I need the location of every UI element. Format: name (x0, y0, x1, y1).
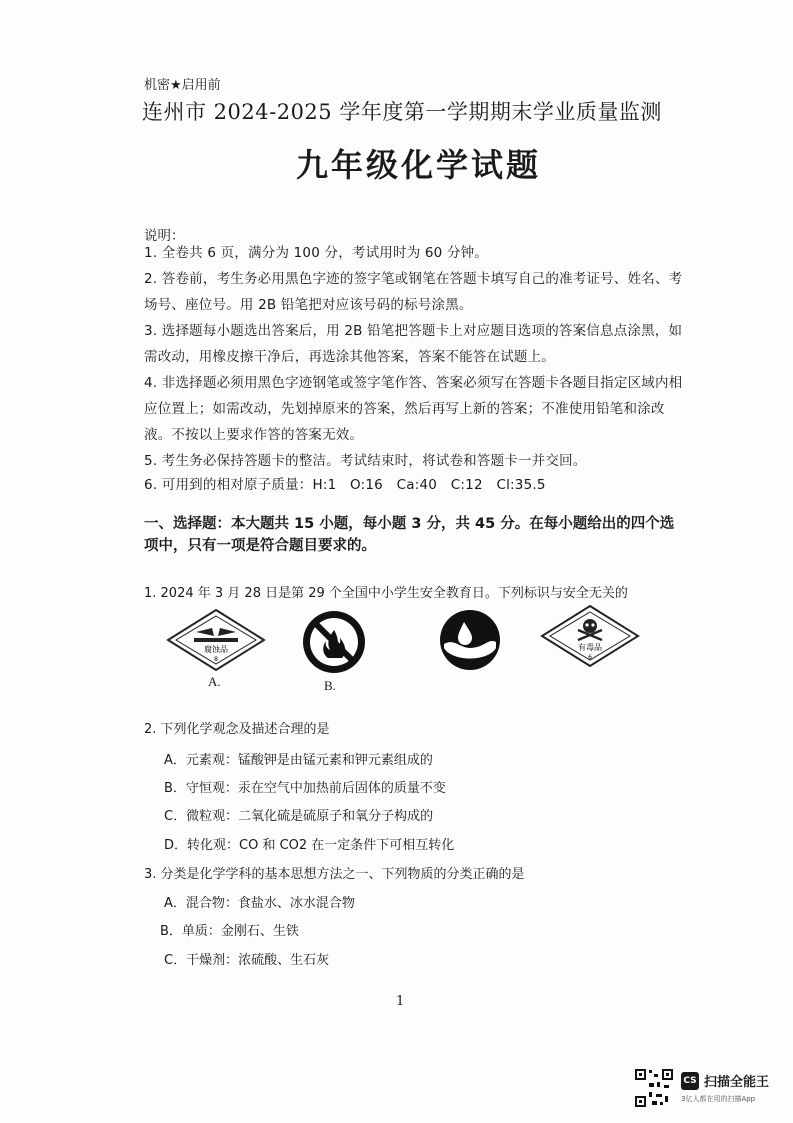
scanner-logo-icon: CS (681, 1072, 699, 1090)
note-item-6: 6. 可用到的相对原子质量：H:1 O:16 Ca:40 C:12 Cl:35.5 (144, 477, 546, 493)
scanner-app-name: 扫描全能王 (704, 1075, 770, 1090)
toxic-sign-icon (540, 604, 640, 668)
notes-heading: 说明： (144, 228, 185, 244)
question-3-option-c: C．干燥剂：浓硫酸、生石灰 (164, 953, 330, 968)
secret-mark: 机密★启用前 (144, 78, 221, 93)
sign-a-label: A. (208, 674, 221, 689)
question-2-stem: 2. 下列化学观念及描述合理的是 (144, 722, 330, 737)
question-3-stem: 3. 分类是化学学科的基本思想方法之一、下列物质的分类正确的是 (144, 867, 525, 882)
exam-title: 连州市 2024-2025 学年度第一学期期末学业质量监测 (142, 100, 662, 124)
note-item-1: 1. 全卷共 6 页，满分为 100 分，考试用时为 60 分钟。 (144, 245, 489, 261)
corrosive-sign-icon (166, 608, 266, 672)
sign-b-label: B. (324, 678, 336, 693)
toxic-sign-num: 6 (588, 654, 592, 661)
question-3-option-a: A．混合物：食盐水、冰水混合物 (164, 896, 355, 911)
note-item-3: 3. 选择题每小题选出答案后，用 2B 铅笔把答题卡上对应题目选项的答案信息点涂黑，如需改动，用橡皮擦干净后，再选涂其他答案，答案不能答在试题上。 (144, 323, 683, 365)
question-3-option-b: B．单质：金刚石、生铁 (160, 924, 299, 939)
question-2-option-d: D．转化观：CO 和 CO2 在一定条件下可相互转化 (164, 838, 455, 853)
toxic-sign-text: 有毒品 (578, 643, 602, 652)
section-heading: 一、选择题：本大题共 15 小题，每小题 3 分，共 45 分。在每小题给出的四个选项中，只有一项是符合题目要求的。 (144, 516, 675, 554)
corrosive-sign-num: 8 (214, 656, 218, 663)
note-item-5: 5. 考生务必保持答题卡的整洁。考试结束时，将试卷和答题卡一并交回。 (144, 453, 587, 469)
note-item-4: 4. 非选择题必须用黑色字迹钢笔或签字笔作答、答案必须写在答题卡各题目指定区域内相应位置上；如需改动，先划掉原来的答案，然后再写上新的答案；不准使用铅笔和涂改液。不按以上要求作答的答案无效。 (144, 375, 683, 443)
no-fire-sign-icon (300, 608, 368, 676)
subject-title: 九年级化学试题 (296, 146, 542, 184)
question-2-option-b: B．守恒观：汞在空气中加热前后固体的质量不变 (164, 781, 446, 796)
scanner-watermark (634, 1068, 784, 1112)
corrosive-sign-text: 腐蚀品 (204, 645, 228, 654)
water-saving-sign-icon (438, 608, 502, 672)
question-2-option-c: C．微粒观：二氧化硫是硫原子和氧分子构成的 (164, 809, 434, 824)
qr-code-icon (634, 1068, 674, 1108)
question-1-stem: 1. 2024 年 3 月 28 日是第 29 个全国中小学生安全教育日。下列标识与安全无关的 (144, 586, 628, 601)
question-2-option-a: A．元素观：锰酸钾是由锰元素和钾元素组成的 (164, 753, 433, 768)
note-item-2: 2. 答卷前，考生务必用黑色字迹的签字笔或钢笔在答题卡填写自己的准考证号、姓名、考场号、座位号。用 2B 铅笔把对应该号码的标号涂黑。 (144, 271, 683, 313)
page-number: 1 (396, 994, 405, 1009)
scanner-tagline: 3亿人都在用的扫描App (681, 1095, 756, 1103)
